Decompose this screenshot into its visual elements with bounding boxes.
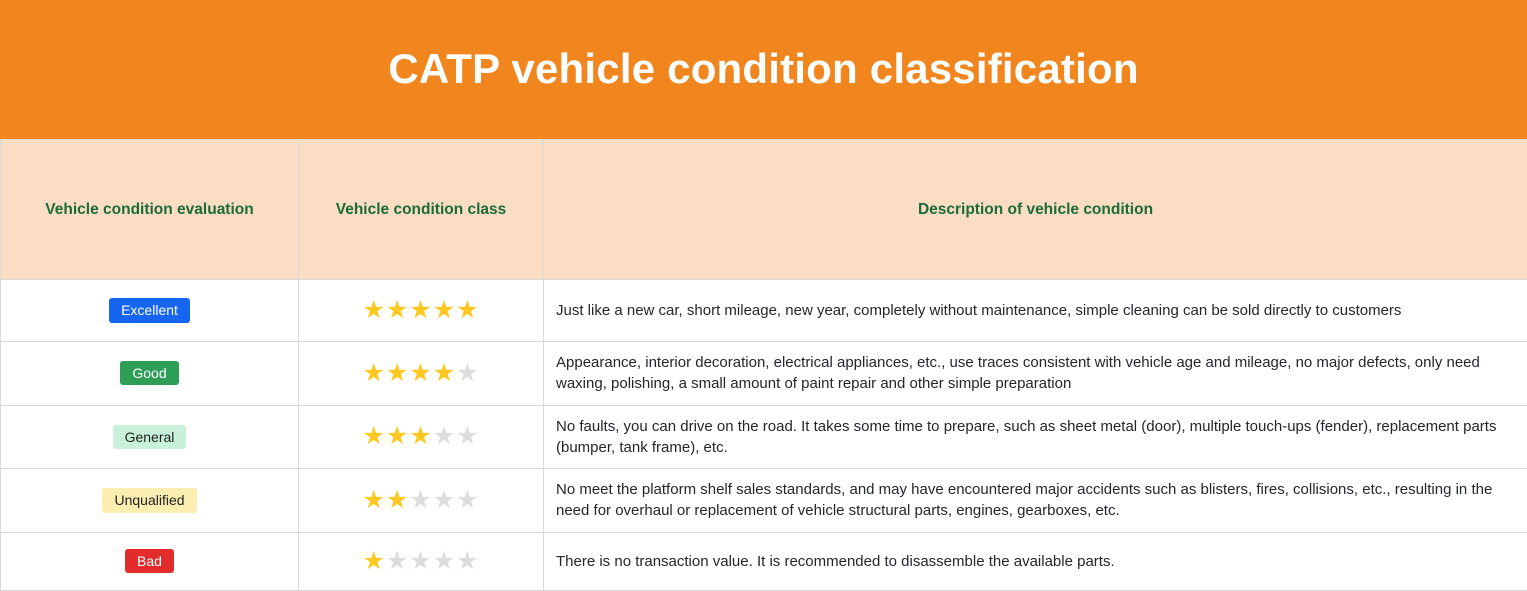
star-empty-icon: ★ xyxy=(409,486,432,514)
star-filled-icon: ★ xyxy=(362,422,385,450)
star-filled-icon: ★ xyxy=(386,296,409,324)
status-badge: Bad xyxy=(125,549,174,573)
star-filled-icon: ★ xyxy=(456,296,479,324)
status-badge: Excellent xyxy=(109,298,190,322)
star-filled-icon: ★ xyxy=(386,422,409,450)
star-empty-icon: ★ xyxy=(456,486,479,514)
table-row xyxy=(1,342,1527,406)
star-filled-icon: ★ xyxy=(433,296,456,324)
star-filled-icon: ★ xyxy=(362,296,385,324)
star-empty-icon: ★ xyxy=(433,547,456,575)
star-rating xyxy=(362,296,479,324)
star-filled-icon: ★ xyxy=(433,359,456,387)
star-empty-icon: ★ xyxy=(456,422,479,450)
cell-class xyxy=(299,342,544,406)
star-empty-icon: ★ xyxy=(386,547,409,575)
cell-evaluation xyxy=(1,280,299,342)
star-filled-icon: ★ xyxy=(362,547,385,575)
cell-description: Appearance, interior decoration, electrical appliances, etc., use traces consistent with vehicle age and mileage, no major defects, only need waxing, polishing, a small amount of paint repair and other simple preparation xyxy=(544,342,1527,406)
table-row xyxy=(1,532,1527,590)
star-empty-icon: ★ xyxy=(433,486,456,514)
column-header-class: Vehicle condition class xyxy=(299,140,544,280)
star-rating xyxy=(362,486,479,514)
cell-class xyxy=(299,280,544,342)
star-empty-icon: ★ xyxy=(433,422,456,450)
cell-description: There is no transaction value. It is recommended to disassemble the available parts. xyxy=(544,532,1527,590)
cell-class xyxy=(299,469,544,533)
table-body xyxy=(1,280,1527,591)
star-empty-icon: ★ xyxy=(456,359,479,387)
page-title: CATP vehicle condition classification xyxy=(388,46,1138,92)
cell-description: No meet the platform shelf sales standards, and may have encountered major accidents such as blisters, fires, collisions, etc., resulting in the need for overhaul or replacement of vehicle structural parts, engines, gearboxes, etc. xyxy=(544,469,1527,533)
cell-evaluation xyxy=(1,469,299,533)
star-filled-icon: ★ xyxy=(386,359,409,387)
star-filled-icon: ★ xyxy=(362,359,385,387)
column-header-description: Description of vehicle condition xyxy=(544,140,1527,280)
star-filled-icon: ★ xyxy=(409,296,432,324)
cell-evaluation xyxy=(1,405,299,469)
table-header xyxy=(1,140,1527,280)
star-filled-icon: ★ xyxy=(409,422,432,450)
table-header-row xyxy=(1,140,1527,280)
table-row xyxy=(1,469,1527,533)
star-filled-icon: ★ xyxy=(409,359,432,387)
cell-description: No faults, you can drive on the road. It takes some time to prepare, such as sheet metal (door), multiple touch-ups (fender), replacement parts (bumper, tank frame), etc. xyxy=(544,405,1527,469)
status-badge: General xyxy=(113,425,187,449)
star-rating xyxy=(362,547,479,575)
vehicle-condition-table xyxy=(0,139,1527,591)
cell-evaluation xyxy=(1,532,299,590)
star-filled-icon: ★ xyxy=(386,486,409,514)
star-empty-icon: ★ xyxy=(409,547,432,575)
cell-description: Just like a new car, short mileage, new year, completely without maintenance, simple cleaning can be sold directly to customers xyxy=(544,280,1527,342)
table-row xyxy=(1,405,1527,469)
page-banner xyxy=(0,0,1527,139)
column-header-evaluation: Vehicle condition evaluation xyxy=(1,140,299,280)
status-badge: Unqualified xyxy=(102,488,196,512)
star-rating xyxy=(362,359,479,387)
star-empty-icon: ★ xyxy=(456,547,479,575)
cell-evaluation xyxy=(1,342,299,406)
status-badge: Good xyxy=(120,361,178,385)
table-row xyxy=(1,280,1527,342)
cell-class xyxy=(299,405,544,469)
cell-class xyxy=(299,532,544,590)
star-rating xyxy=(362,422,479,450)
star-filled-icon: ★ xyxy=(362,486,385,514)
